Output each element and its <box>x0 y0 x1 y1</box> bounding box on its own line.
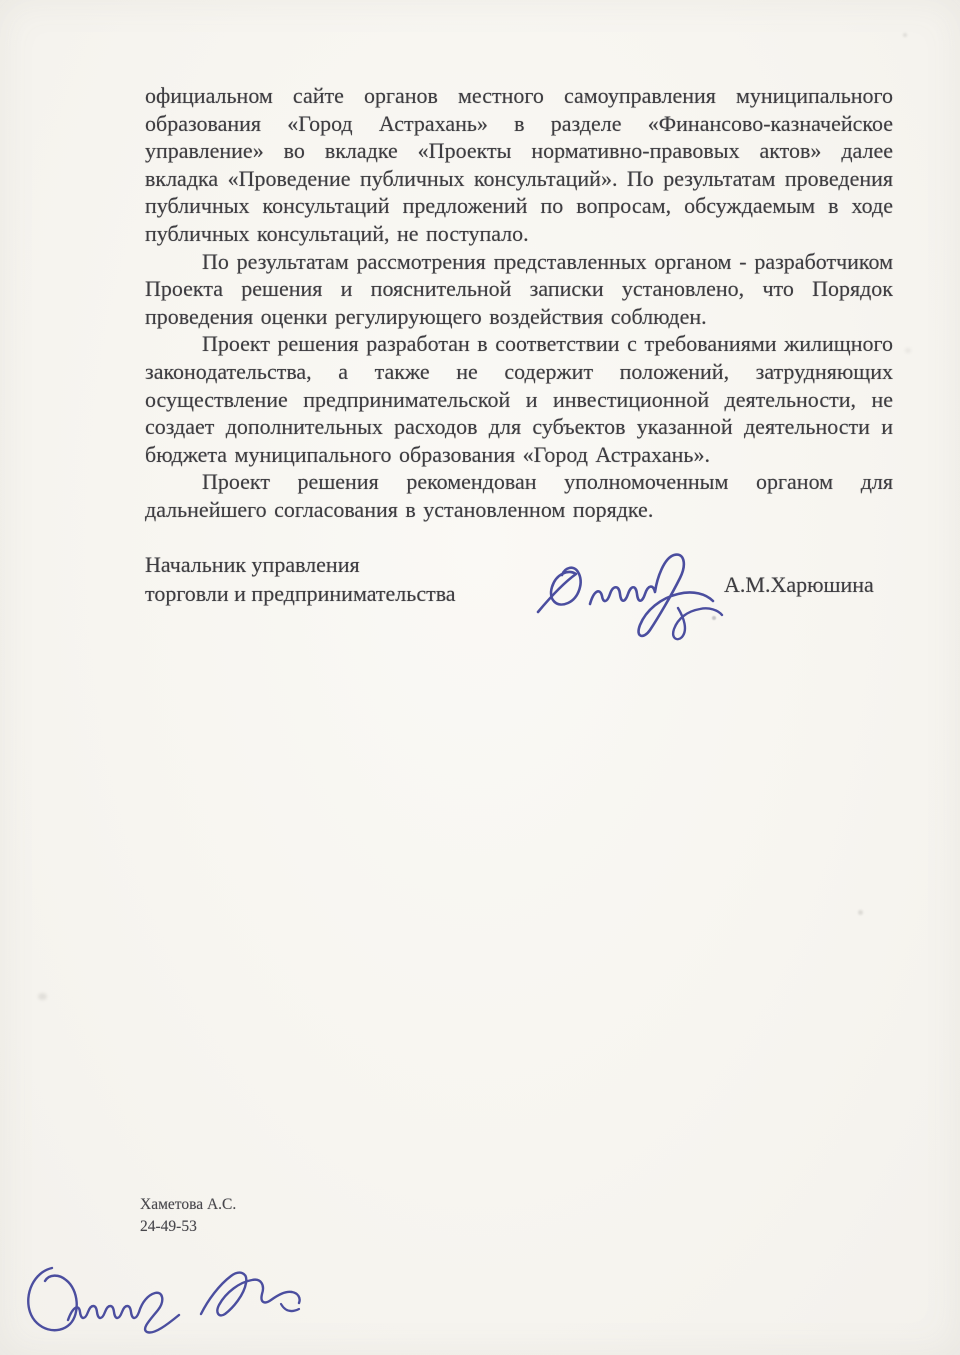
scan-speck <box>905 348 911 353</box>
scan-speck <box>903 33 907 37</box>
signatory-name: А.М.Харюшина <box>724 572 874 597</box>
signatory-position <box>145 551 456 608</box>
body-paragraph: официальном сайте органов местного самоуправления муниципального образования «Город Астрахань» в разделе «Финансово-казначейское управление» во вкладке «Проекты нормативно-правовых актов» далее вкладка «Проведение публичных консультаций». По результатам проведения публичных консультаций предложений по вопросам, обсуждаемым в ходе публичных консультаций, не поступало. <box>145 83 893 246</box>
body-paragraph: Проект решения разработан в соответствии с требованиями жилищного законодательства, а также не содержит положений, затрудняющих осуществление предпринимательской и инвестиционной деятельности, не создает дополнительных расходов для субъектов указанной деятельности и бюджета муниципального образования «Город Астрахань». <box>145 331 893 467</box>
body-paragraph: Проект решения рекомендован уполномоченным органом для дальнейшего согласования в установленном порядке. <box>145 469 893 522</box>
signatory-position-line1: Начальник управления <box>145 552 360 577</box>
executor-info <box>140 1194 236 1238</box>
handwritten-signature-icon <box>532 548 737 653</box>
document-body <box>145 82 893 524</box>
signatory-position-line2: торговли и предпринимательства <box>145 580 456 606</box>
body-paragraph: По результатам рассмотрения представленных органом - разработчиком Проекта решения и пояснительной записки установлено, что Порядок проведения оценки регулирующего воздействия соблюден. <box>145 248 893 329</box>
executor-phone: 24-49-53 <box>140 1218 197 1235</box>
scan-speck <box>38 993 47 1000</box>
scan-speck <box>858 910 863 915</box>
approval-signatures-icon <box>18 1252 308 1352</box>
executor-name: Хаметова А.С. <box>140 1196 237 1213</box>
